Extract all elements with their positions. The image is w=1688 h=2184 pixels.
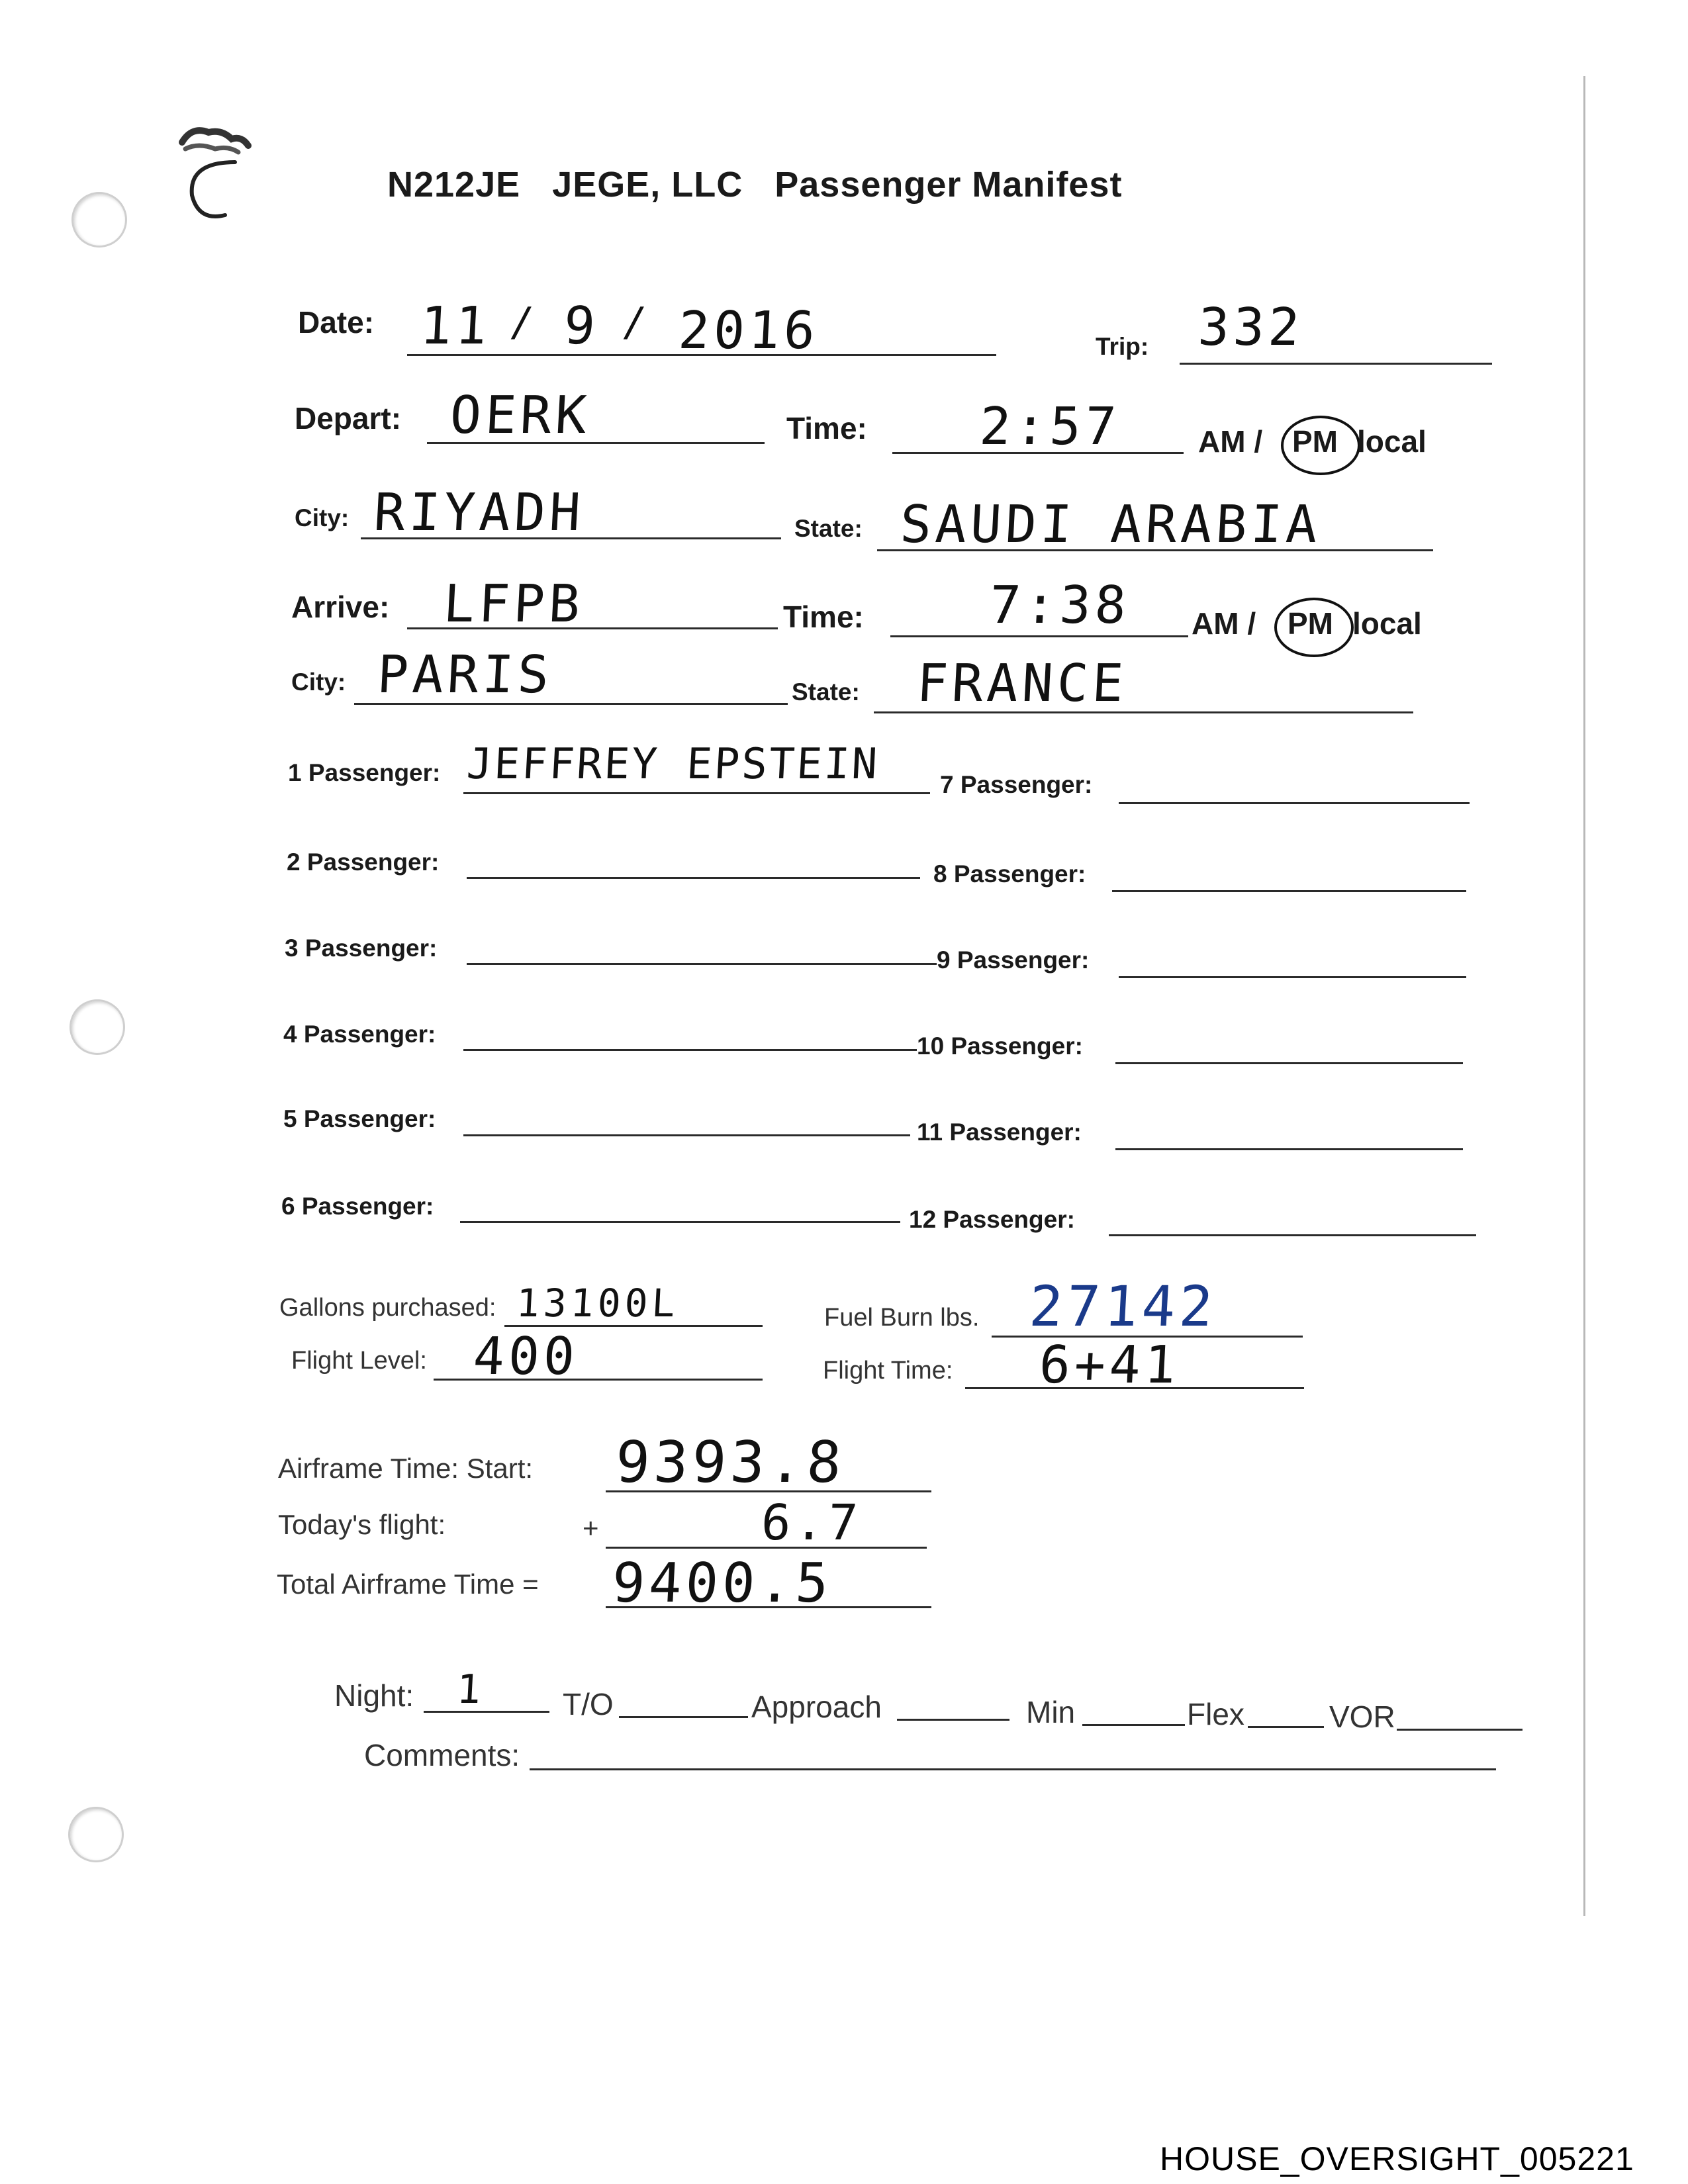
arrive-city-label: City:	[291, 668, 346, 696]
passenger-10-line	[1115, 1062, 1463, 1064]
passenger-9-label: 9 Passenger:	[937, 946, 1090, 974]
depart-time-value: 2:57	[978, 397, 1122, 457]
arrive-airport-value: LFPB	[442, 574, 586, 634]
night-label: Night:	[334, 1678, 414, 1713]
binder-hole	[68, 1807, 124, 1862]
passenger-3-label: 3 Passenger:	[285, 934, 438, 962]
passenger-6-line	[460, 1221, 900, 1223]
night-line	[424, 1711, 549, 1713]
date-month-value: 11	[418, 296, 492, 356]
vor-label: VOR	[1329, 1700, 1395, 1734]
passenger-12-line	[1109, 1234, 1476, 1236]
arrive-label: Arrive:	[291, 590, 390, 624]
passenger-1-label: 1 Passenger:	[288, 759, 441, 786]
approach-label: Approach	[751, 1690, 882, 1724]
todays-flight-label: Today's flight:	[278, 1509, 446, 1540]
depart-am-label: AM /	[1198, 424, 1263, 459]
passenger-2-line	[467, 877, 920, 879]
passenger-1-line	[463, 792, 930, 794]
arrive-time-line	[890, 635, 1188, 637]
passenger-4-line	[463, 1049, 917, 1051]
date-year-value: 2016	[677, 301, 821, 361]
todays-flight-value: 6.7	[759, 1494, 863, 1551]
arrive-state-label: State:	[792, 678, 860, 705]
flight-level-label: Flight Level:	[291, 1347, 427, 1375]
depart-state-value: SAUDI ARABIA	[898, 495, 1323, 555]
depart-state-label: State:	[794, 515, 863, 542]
date-separator: /	[621, 299, 651, 345]
airframe-start-label: Airframe Time: Start:	[278, 1453, 534, 1484]
date-day-value: 9	[562, 296, 601, 356]
comments-line	[530, 1768, 1496, 1770]
passenger-12-label: 12 Passenger:	[909, 1206, 1075, 1233]
comments-label: Comments:	[364, 1738, 520, 1772]
total-airframe-label: Total Airframe Time =	[277, 1569, 539, 1600]
gallons-purchased-label: Gallons purchased:	[279, 1294, 496, 1322]
passenger-4-label: 4 Passenger:	[283, 1021, 436, 1048]
flight-level-value: 400	[471, 1327, 581, 1387]
approach-line	[897, 1719, 1009, 1721]
bates-number: HOUSE_OVERSIGHT_005221	[1160, 2140, 1634, 2177]
date-separator: /	[508, 299, 539, 345]
plus-sign: +	[583, 1512, 599, 1543]
min-label: Min	[1026, 1695, 1076, 1729]
passenger-6-label: 6 Passenger:	[281, 1193, 434, 1220]
fuel-burn-label: Fuel Burn lbs.	[824, 1304, 980, 1332]
gallons-purchased-value: 13100L	[515, 1281, 680, 1326]
passenger-7-label: 7 Passenger:	[940, 771, 1093, 798]
vor-line	[1397, 1729, 1523, 1731]
arrive-local-label: local	[1352, 606, 1422, 641]
to-line	[619, 1716, 748, 1718]
arrive-time-value: 7:38	[988, 576, 1132, 635]
to-label: T/O	[563, 1687, 614, 1721]
passenger-1-value: JEFFREY EPSTEIN	[465, 740, 880, 789]
passenger-8-label: 8 Passenger:	[933, 860, 1086, 887]
flex-label: Flex	[1187, 1697, 1244, 1731]
trip-label: Trip:	[1096, 333, 1149, 360]
passenger-3-line	[467, 963, 937, 965]
form-header	[387, 164, 1122, 205]
arrive-state-value: FRANCE	[915, 654, 1129, 713]
passenger-8-line	[1112, 890, 1466, 892]
depart-pm-circle	[1281, 416, 1360, 475]
depart-label: Depart:	[295, 401, 402, 435]
arrive-pm-label: PM	[1288, 606, 1333, 641]
flight-time-value: 6+41	[1037, 1336, 1182, 1395]
arrive-pm-circle	[1274, 598, 1354, 657]
trip-line	[1180, 363, 1492, 365]
form-title: Passenger Manifest	[774, 165, 1123, 205]
depart-time-label: Time:	[786, 411, 867, 445]
passenger-2-label: 2 Passenger:	[287, 848, 440, 876]
flex-line	[1248, 1726, 1324, 1728]
airframe-start-value: 9393.8	[614, 1430, 847, 1496]
passenger-11-label: 11 Passenger:	[917, 1118, 1082, 1146]
binder-hole	[70, 999, 125, 1055]
passenger-10-label: 10 Passenger:	[917, 1032, 1083, 1060]
date-label: Date:	[298, 305, 375, 340]
flight-time-label: Flight Time:	[823, 1357, 953, 1385]
arrive-time-label: Time:	[783, 600, 864, 634]
total-airframe-value: 9400.5	[610, 1552, 834, 1615]
depart-airport-value: OERK	[448, 386, 592, 445]
passenger-5-line	[463, 1134, 910, 1136]
depart-local-label: local	[1357, 424, 1427, 459]
company-logo-icon	[169, 122, 255, 222]
tail-number: N212JE	[387, 165, 521, 205]
scan-edge-line	[1583, 76, 1585, 1916]
night-value: 1	[455, 1666, 486, 1713]
company-name: JEGE, LLC	[552, 165, 743, 205]
depart-city-value: RIYADH	[372, 483, 586, 543]
passenger-11-line	[1115, 1148, 1463, 1150]
depart-pm-label: PM	[1292, 424, 1338, 459]
binder-hole	[71, 192, 127, 248]
arrive-am-label: AM /	[1192, 606, 1256, 641]
depart-city-label: City:	[295, 504, 350, 531]
passenger-9-line	[1119, 976, 1466, 978]
trip-value: 332	[1196, 298, 1305, 357]
passenger-7-line	[1119, 802, 1470, 804]
min-line	[1082, 1724, 1185, 1726]
arrive-city-value: PARIS	[375, 645, 555, 705]
passenger-5-label: 5 Passenger:	[283, 1105, 436, 1132]
fuel-burn-value: 27142	[1027, 1274, 1219, 1339]
